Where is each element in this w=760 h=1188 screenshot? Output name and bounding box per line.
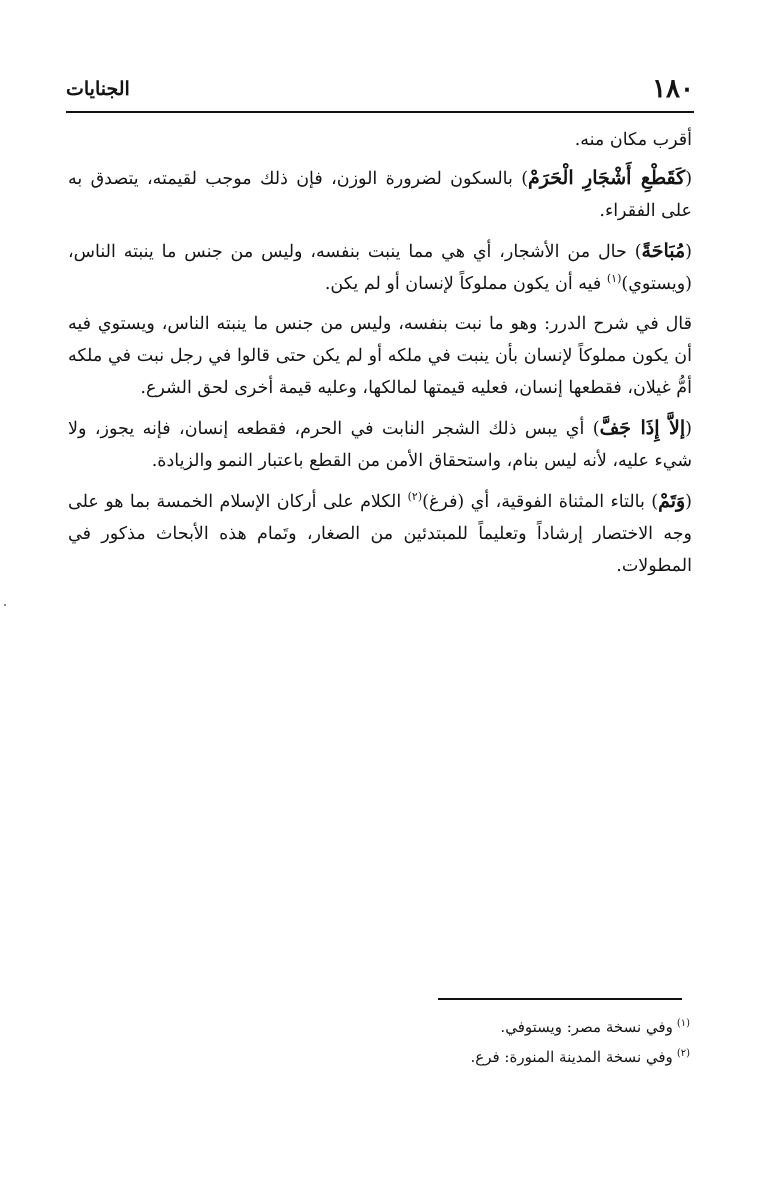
main-text — [68, 124, 692, 590]
header-rule — [66, 111, 694, 113]
footnote-reference[interactable]: (١) — [606, 272, 622, 286]
footnote-1 — [260, 1012, 690, 1042]
footnote-mark: (٢) — [676, 1048, 690, 1059]
running-title: الجنايات — [66, 78, 130, 100]
paragraph-6 — [68, 485, 692, 582]
footnotes — [260, 1012, 690, 1072]
paragraph-text: الكلام على أركان الإسلام الخمسة بما هو على وجه الاختصار إرشاداً وتعليماً للمبتدئين من الصغار، وتَمام هذه الأبحاث مذكور في المطولات. — [68, 492, 692, 576]
paragraph-2 — [68, 162, 692, 227]
lemma-text: كَقَطْعِ أَشْجَارِ الْحَرَمْ — [528, 167, 686, 189]
paragraph-text: أقرب مكان منه. — [574, 130, 692, 150]
paragraph-1 — [68, 124, 692, 156]
lemma-text: إلاَّ إِذَا جَفَّ — [599, 417, 686, 439]
lemma-text: وَتَمْ — [658, 490, 686, 512]
footnote-text: وفي نسخة المدينة المنورة: فرع. — [470, 1048, 673, 1066]
paren-open: ( — [685, 169, 693, 189]
paragraph-text: قال في شرح الدرر: وهو ما نبت بنفسه، وليس من جنس ما ينبته الناس، ويستوي فيه أن يكون مملوكاً لإنسان بأن ينبت في ملكه أو لم يكن حتى قالوا في رجل نبت في ملكه أمُّ غيلان، فقطعها إنسان، فعليه قيمتها لمالكها، وعليه قيمة أخرى لحق الشرع. — [68, 314, 692, 398]
paren-open: ( — [685, 242, 692, 262]
scan-speck — [4, 604, 6, 606]
footnote-rule — [438, 998, 682, 1000]
paragraph-3 — [68, 235, 692, 300]
footnote-reference[interactable]: (٢) — [407, 490, 423, 504]
paren-open: ( — [685, 419, 692, 439]
paragraph-text: ) بالتاء المثناة الفوقية، أي (فرغ) — [422, 492, 659, 512]
paragraph-text: ) أي يبس ذلك الشجر النابت في الحرم، فقطعه إنسان، فإنه يجوز، ولا شيء عليه، لأنه ليس بنام، واستحقاق الأمن من القطع باعتبار النمو والزيادة. — [68, 419, 692, 471]
paren-open: ( — [685, 492, 692, 512]
paragraph-4 — [68, 308, 692, 404]
lemma-text: مُبَاحَةً — [641, 240, 686, 262]
footnote-2 — [260, 1042, 690, 1072]
footnote-text: وفي نسخة مصر: ويستوفي. — [500, 1018, 673, 1036]
paragraph-text: فيه أن يكون مملوكاً لإنسان أو لم يكن. — [324, 274, 607, 294]
paragraph-text: ) بالسكون لضرورة الوزن، فإن ذلك موجب لقيمته، يتصدق به على الفقراء. — [68, 169, 692, 221]
footnote-mark: (١) — [676, 1018, 690, 1029]
page-header — [66, 70, 694, 110]
page-number: ١٨٠ — [652, 74, 694, 104]
paragraph-text: ) حال من الأشجار، أي هي مما ينبت بنفسه، وليس من جنس ما ينبته الناس، (ويستوي) — [68, 242, 692, 294]
paragraph-5 — [68, 412, 692, 477]
